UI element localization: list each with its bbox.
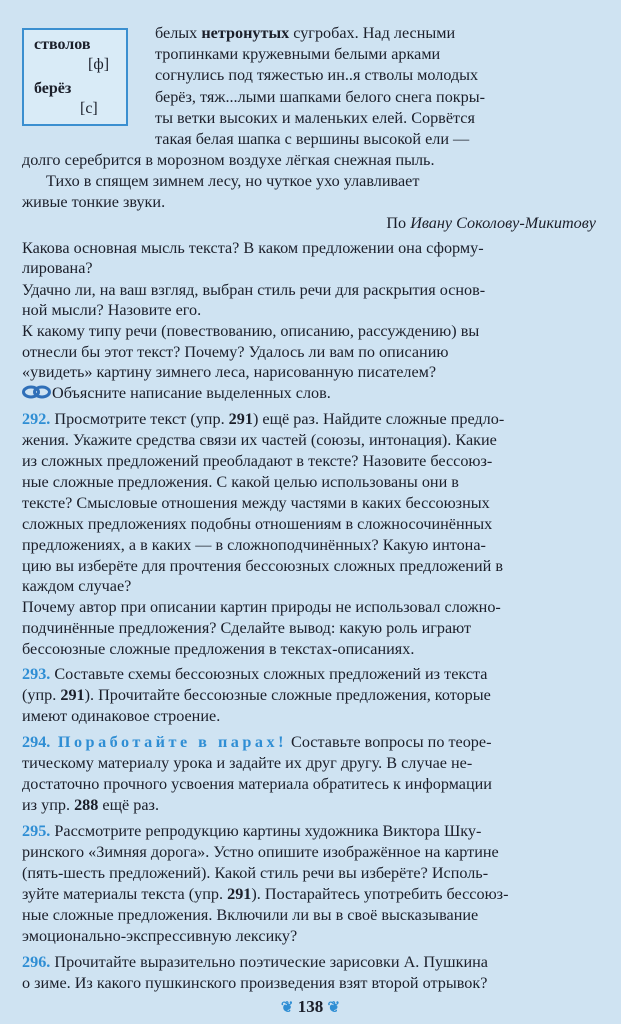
- question-line: лирована?: [22, 259, 93, 277]
- text-line: (упр. 291). Прочитайте бессоюзные сложные предложения, которые: [22, 686, 491, 704]
- ornament-left-icon: ❦: [280, 1000, 294, 1016]
- sidebox-sound-2: [с]: [80, 100, 98, 117]
- text-line: ные сложные предложения. Включили ли вы в своё высказывание: [22, 906, 479, 924]
- question-line: Какова основная мысль текста? В каком предложении она сформу-: [22, 239, 484, 257]
- text-line: Тихо в спящем зимнем лесу, но чуткое ухо улавливает: [46, 172, 420, 190]
- text-line: подчинённые предложения? Сделайте вывод: какую роль играют: [22, 619, 472, 637]
- text-line: Почему автор при описании картин природы не использовал сложно-: [22, 598, 501, 616]
- text-line: тропинками кружевными белыми арками: [155, 45, 441, 63]
- author-attribution: По Ивану Соколову-Микитову: [386, 214, 596, 232]
- question-line: отнесли бы этот текст? Почему? Удалось ли вам по описанию: [22, 343, 449, 361]
- exercise-292: 292. Просмотрите текст (упр. 291) ещё раз. Найдите сложные предло-: [22, 410, 505, 428]
- text-line: из сложных предложений преобладают в тексте? Назовите бессоюз-: [22, 452, 493, 470]
- text-line: ные сложные предложения. С какой целью использованы они в: [22, 473, 459, 491]
- text-line: долго серебрится в морозном воздухе лёгкая снежная пыль.: [22, 151, 435, 169]
- text-line: сложных предложениях подобны отношениям в сложносочинённых: [22, 515, 493, 533]
- text-line: бессоюзные сложные предложения в текстах-описаниях.: [22, 640, 415, 658]
- text-line: белых нетронутых сугробах. Над лесными: [155, 24, 456, 42]
- text-line: тическому материалу урока и задайте их друг другу. В случае не-: [22, 754, 473, 772]
- text-line: эмоционально-экспрессивную лексику?: [22, 927, 298, 945]
- text-line: (пять-шесть предложений). Какой стиль речи вы изберёте? Исполь-: [22, 864, 489, 882]
- text-line: тексте? Смысловые отношения между частями в каких бессоюзных: [22, 494, 490, 512]
- text-line: имеют одинаковое строение.: [22, 707, 221, 725]
- text-line: такая белая шапка с вершины высокой ели —: [155, 130, 470, 148]
- page-number: 138: [297, 997, 324, 1016]
- question-line: ной мысли? Назовите его.: [22, 301, 202, 319]
- text-line: о зиме. Из какого пушкинского произведения взят второй отрывок?: [22, 974, 488, 992]
- page-footer: [0, 997, 621, 1017]
- text-line: достаточно прочного усвоения материала обратитесь к информации: [22, 775, 492, 793]
- ornament-right-icon: ❦: [327, 1000, 341, 1016]
- text-line: из упр. 288 ещё раз.: [22, 796, 159, 814]
- exercise-295: 295. Рассмотрите репродукцию картины художника Виктора Шку-: [22, 822, 482, 840]
- exercise-294: 294. Поработайте в парах! Составьте вопросы по теоре-: [22, 733, 492, 751]
- text-line: живые тонкие звуки.: [22, 193, 166, 211]
- spelling-link-icon: [22, 384, 52, 398]
- sidebox-word-2: берёз: [34, 80, 72, 97]
- text-line: жения. Укажите средства связи их частей (союзы, интонация). Какие: [22, 431, 497, 449]
- text-line: ты ветки высоких и маленьких елей. Сорвётся: [155, 109, 475, 127]
- sidebox-sound-1: [ф]: [88, 56, 110, 73]
- question-line: Объясните написание выделенных слов.: [22, 383, 331, 404]
- text-line: согнулись под тяжестью ин..я стволы молодых: [155, 66, 479, 84]
- spelling-sidebox: [22, 28, 128, 126]
- exercise-296: 296. Прочитайте выразительно поэтические зарисовки А. Пушкина: [22, 953, 488, 971]
- question-line: К какому типу речи (повествованию, описанию, рассуждению) вы: [22, 322, 480, 340]
- question-line: «увидеть» картину зимнего леса, нарисованную писателем?: [22, 363, 437, 381]
- text-line: предложениях, а в каких — в сложноподчинённых? Какую интона-: [22, 536, 486, 554]
- exercise-293: 293. Составьте схемы бессоюзных сложных предложений из текста: [22, 665, 488, 683]
- text-line: ринского «Зимняя дорога». Устно опишите изображённое на картине: [22, 843, 499, 861]
- text-line: зуйте материалы текста (упр. 291). Постарайтесь употребить бессоюз-: [22, 885, 509, 903]
- sidebox-word-1: стволов: [34, 36, 91, 53]
- text-line: каждом случае?: [22, 577, 132, 595]
- question-line: Удачно ли, на ваш взгляд, выбран стиль речи для раскрытия основ-: [22, 281, 486, 299]
- text-line: цию вы изберёте для прочтения бессоюзных сложных предложений в: [22, 557, 503, 575]
- text-line: берёз, тяж...лыми шапками белого снега покры-: [155, 88, 486, 106]
